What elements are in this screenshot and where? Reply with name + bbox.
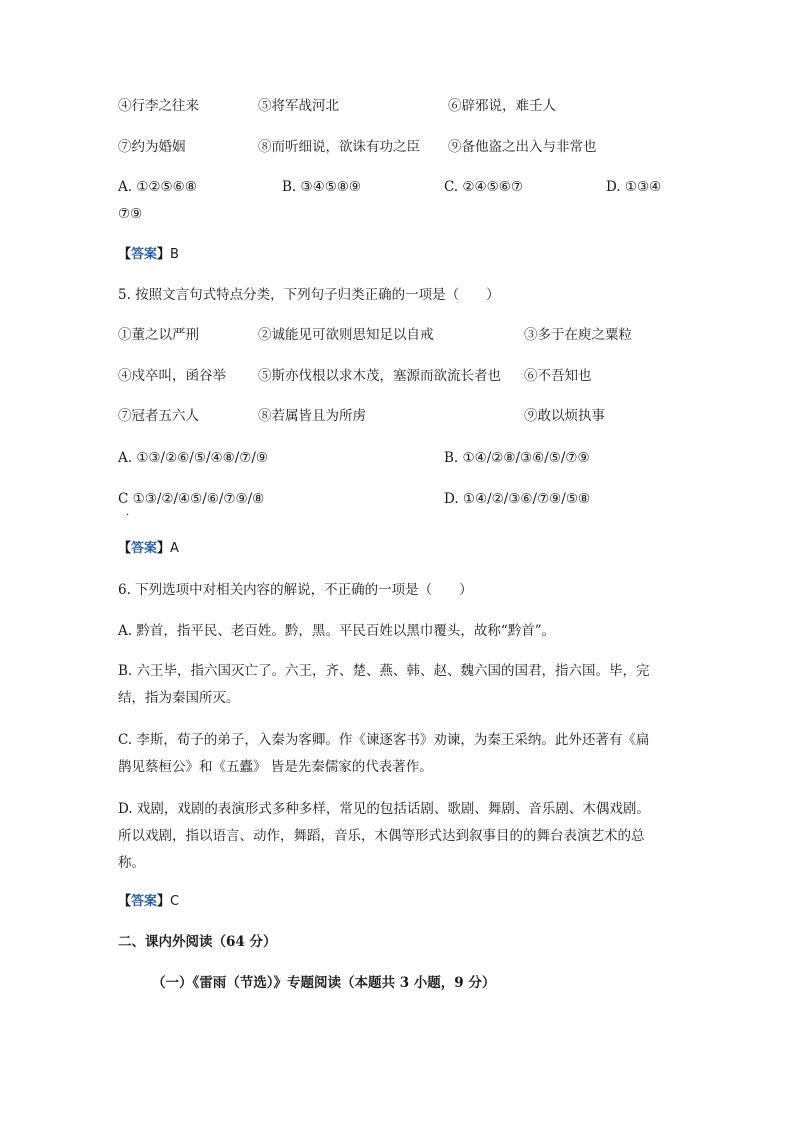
q4-option-6: ⑥辟邪说，难壬人 [448,98,556,114]
q4-choice-c: C. ②④⑤⑥⑦ [444,179,523,195]
q5-choice-a: A. ①③/②⑥/⑤/④⑧/⑦/⑨ [118,450,268,466]
q5-option-2: ②诚能见可欲则思知足以自戒 [258,327,434,343]
q4-option-8: ⑧而听细说，欲诛有功之臣 [258,139,420,155]
q4-option-5: ⑤将军战河北 [258,98,339,114]
q6-choice-c-line2: 鹊见蔡桓公》和《五蠹》 皆是先秦儒家的代表著作。 [118,759,433,775]
q5-option-4: ④戍卒叫，函谷举 [118,368,226,384]
q4-option-4: ④行李之往来 [118,98,199,114]
answer-6: 【答案】C [118,894,180,909]
q6-choice-c-line1: C. 李斯，荀子的弟子，入秦为客卿。作《谏逐客书》劝谏，为秦王采纳。此外还著有《扁 [118,732,650,748]
q5-stem: 5. 按照文言句式特点分类，下列句子归类正确的一项是（ ） [118,287,500,303]
q6-choice-a: A. 黔首，指平民、老百姓。黔，黑。平民百姓以黑巾覆头，故称“黔首”。 [118,623,556,639]
q4-choice-b: B. ③④⑤⑧⑨ [282,179,362,195]
answer-value: A [170,541,179,556]
q5-option-9: ⑨敢以烦执事 [524,408,605,424]
answer-label: 答案 [131,894,158,909]
q6-choice-d-line2: 所以戏剧，指以语言、动作，舞蹈，音乐，木偶等形式达到叙事目的的舞台表演艺术的总 [118,828,645,844]
q5-option-5: ⑤斯亦伐根以求木茂，塞源而欲流长者也 [258,368,501,384]
answer-value: C [170,894,180,909]
answer-label: 答案 [131,247,158,262]
q5-choice-d: D. ①④/②/③⑥/⑦⑨/⑤⑧ [444,491,591,507]
stray-mark: · [126,510,130,521]
q4-choice-d: D. ①③④ [606,179,662,195]
q5-option-8: ⑧若属皆且为所虏 [258,408,366,424]
q5-option-3: ③多于在庾之粟粒 [524,327,632,343]
q5-choice-c: C ①③/②/④⑤/⑥/⑦⑨/⑧ [118,491,265,507]
q5-option-1: ①董之以严刑 [118,327,199,343]
q4-choice-a: A. ①②⑤⑥⑧ [118,179,197,195]
q6-choice-b-line2: 结，指为秦国所灭。 [118,690,240,706]
q4-option-7: ⑦约为婚姻 [118,139,186,155]
answer-4: 【答案】B [118,247,179,262]
q6-stem: 6. 下列选项中对相关内容的解说，不正确的一项是（ ） [118,582,473,598]
q6-choice-d-line1: D. 戏剧，戏剧的表演形式多种多样，常见的包括话剧、歌剧、舞剧、音乐剧、木偶戏剧。 [118,801,650,817]
q4-option-9: ⑨备他盗之出入与非常也 [448,139,597,155]
q4-choice-d-continued: ⑦⑨ [118,206,143,222]
q6-choice-d-line3: 称。 [118,855,145,871]
section-heading: 二、课内外阅读（64 分） [118,934,277,950]
answer-5: 【答案】A [118,541,179,556]
q5-option-7: ⑦冠者五六人 [118,408,199,424]
answer-label: 答案 [131,541,158,556]
answer-value: B [170,247,179,262]
q5-choice-b: B. ①④/②⑧/③⑥/⑤/⑦⑨ [444,450,590,466]
q5-option-6: ⑥不吾知也 [524,368,592,384]
q6-choice-b-line1: B. 六王毕，指六国灭亡了。六王，齐、楚、燕、韩、赵、魏六国的国君，指六国。毕，完 [118,663,650,679]
subsection-heading: （一）《雷雨（节选）》专题阅读（本题共 3 小题，9 分） [152,975,496,991]
